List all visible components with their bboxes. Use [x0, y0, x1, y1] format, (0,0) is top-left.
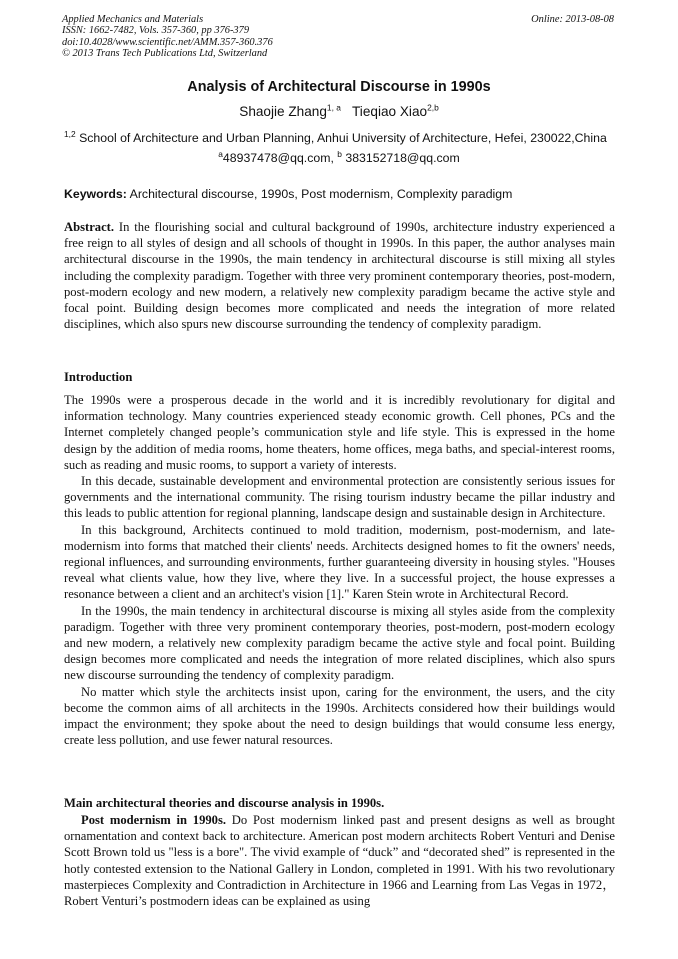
paragraph: The 1990s were a prosperous decade in the world and it is incredibly revolutionary for digital and information technology. Many countries experienced steady economic growth. Cell phones, PCs and the Internet completely changed people’s communication style and life style. This is expressed in the home design by the addition of media rooms, home theaters, home offices, mega baths, and special-interest rooms, such as reading and music rooms, to support a variety of interests.	[64, 393, 615, 472]
abstract	[64, 219, 615, 332]
email-address[interactable]: 48937478@qq.com,	[222, 151, 334, 165]
keywords-line	[64, 187, 512, 201]
paragraph: Do Post modernism linked past and present designs as well as brought ornamentation and context back to architecture. American post modern architects Robert Venturi and Denise Scott Brown told us "less is a bore". The vivid example of “duck” and “decorated shed” is represented in the hotly contested extension to the National Gallery in London, completed in 1991. With his two revolutionary masterpieces Complexity and Contradiction in Architecture in 1966 and Learning from Las Vegas in 1972，Robert Venturi’s postmodern ideas can be explained as using	[64, 813, 615, 909]
author-superscript: 2,b	[427, 102, 439, 113]
email-superscript: b	[337, 148, 342, 159]
email-superscript: a	[218, 148, 223, 159]
author-name: Tieqiao Xiao	[352, 104, 428, 119]
author-line	[0, 104, 678, 119]
section-heading: Main architectural theories and discourse analysis in 1990s.	[64, 796, 385, 810]
online-date: Online: 2013-08-08	[531, 14, 614, 25]
email-line	[0, 148, 678, 165]
author-name: Shaojie Zhang	[239, 104, 327, 119]
issn-line: ISSN: 1662-7482, Vols. 357-360, pp 376-379	[62, 25, 250, 37]
paragraph: No matter which style the architects insist upon, caring for the environment, the users, and the city become the common aims of all architects in the 1990s. Architects considered how their buildings would impact the environment; they spoke about the need to design buildings that would consume less energy, create less pollution, and use fewer natural resources.	[64, 684, 615, 748]
author-superscript: 1, a	[326, 102, 341, 113]
journal-name: Applied Mechanics and Materials	[62, 14, 204, 25]
abstract-text: In the flourishing social and cultural background of 1990s, architecture industry experienced a free reign to all styles of design and all schools of thought in 1990s. In this paper, the author analyses main architectural discourse in the 1990s, the main tendency in architectural discourse is still mixing all styles including the complexity paradigm. Together with three very prominent contemporary theories, post-modern, post-modern ecology and new modern, a relatively new complexity paradigm became the active style and focal point. Building design becomes more complicated and needs the integration of more related disciplines, which also spurs new discourse surrounding the tendency of complexity paradigm.	[64, 220, 615, 332]
introduction-body	[64, 392, 615, 748]
affiliation-superscript: 1,2	[64, 128, 76, 139]
copyright-line: © 2013 Trans Tech Publications Ltd, Switzerland	[62, 48, 268, 60]
email-address[interactable]: 383152718@qq.com	[345, 151, 460, 165]
affiliation-text: School of Architecture and Urban Planning, Anhui University of Architecture, Hefei, 230022,China	[79, 131, 607, 145]
paragraph: In this background, Architects continued to mold tradition, modernism, post-modernism, and late-modernism into forms that matched their clients' needs. Architects designed homes to fit the owners' needs, regional influences, and surrounding environments, further guaranteeing diversity in housing styles. "Houses reveal what clients value, how they live, where they live. In a successful project, the house expresses a resonance between a client and an architect's vision [1]." Karen Stein wrote in Architectural Record.	[64, 522, 615, 602]
paper-title: Analysis of Architectural Discourse in 1990s	[187, 79, 491, 95]
section-body	[64, 812, 615, 909]
paragraph: In this decade, sustainable development and environmental protection are consistently serious issues for governments and the international community. The rising tourism industry became the pillar industry and this leads to public attention for regional planning, landscape design and sustainable design in Architecture.	[64, 474, 615, 521]
abstract-label: Abstract.	[64, 220, 115, 234]
subsection-label: Post modernism in 1990s.	[81, 813, 227, 827]
introduction-heading: Introduction	[64, 370, 133, 384]
keywords-label: Keywords:	[64, 187, 127, 201]
keywords-text: Architectural discourse, 1990s, Post modernism, Complexity paradigm	[129, 187, 513, 201]
journal-header	[62, 14, 273, 60]
paragraph: In the 1990s, the main tendency in architectural discourse is mixing all styles aside from the complexity paradigm. Together with three very prominent contemporary theories, post-modern, post-modern ecology and new modern, a relatively new complexity paradigm became the active style and focal point. Building design becomes more complicated and needs the integration of more related disciplines, which also spurs new discourse surrounding the tendency of complexity paradigm.	[64, 603, 615, 683]
affiliation	[64, 128, 607, 145]
doi-line: doi:10.4028/www.scientific.net/AMM.357-360.376	[62, 36, 273, 48]
